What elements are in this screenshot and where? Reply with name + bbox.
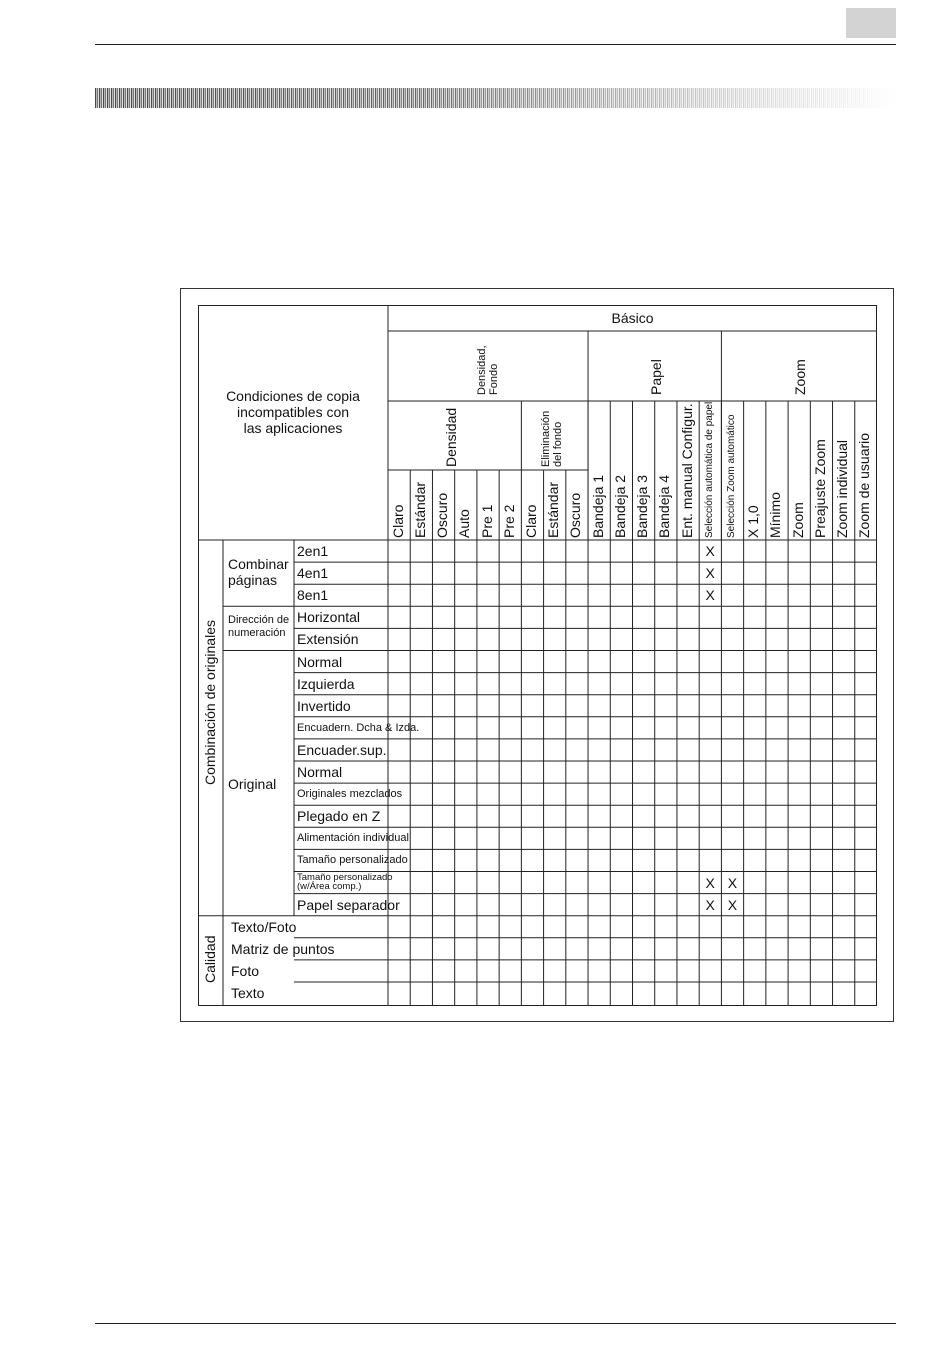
category-direccion-line: Dirección de [228,614,290,626]
subgroup-eliminacion-line: Eliminación [540,410,552,467]
row-label [297,873,393,892]
row-label: Foto [231,962,260,979]
column-header: Zoom de usuario [856,432,873,538]
column-header: Auto [456,509,473,538]
corner-title [198,388,388,436]
column-header: Bandeja 2 [611,474,628,538]
row-label: Originales mezclados [297,788,403,801]
column-header: Bandeja 3 [634,474,651,538]
group-densidad-fondo-line: Fondo [488,363,501,395]
incompatibility-mark: X [705,565,715,582]
column-header: Claro [389,504,406,538]
incompatibility-mark: X [727,874,738,891]
category-combinar-line: páginas [228,572,278,589]
corner-title-line: Condiciones de copia [226,388,360,404]
incompatibility-mark: X [705,543,715,559]
row-label: Extensión [297,631,359,648]
incompatibility-mark: X [705,896,715,913]
category-direccion-numeracion [228,614,289,639]
column-header: Oscuro [567,492,584,538]
subgroup-densidad: Densidad [443,407,459,467]
column-header: Estándar [545,481,562,538]
column-header: Selección automática de papel [704,401,716,538]
column-header: Preajuste Zoom [811,439,828,538]
section-calidad: Calidad [202,935,218,983]
row-label: 8en1 [297,587,329,604]
column-header: Zoom individual [834,439,851,538]
column-header: Selección Zoom automático [726,414,738,538]
incompatibility-mark: X [705,874,715,891]
row-label: Papel separador [297,896,400,913]
row-label: Texto/Foto [231,918,297,935]
page-footer-rule [95,1323,896,1324]
row-label: Encuadern. Dcha & Izda. [297,721,420,734]
column-header: Claro [522,504,539,538]
column-header: Pre 1 [478,504,495,538]
column-header: Zoom [789,502,806,538]
group-densidad-fondo [476,345,500,395]
group-papel: Papel [648,359,664,395]
incompatibility-mark: X [705,587,715,604]
row-label-line: Tamaño personalizado [297,871,393,883]
row-label: Normal [297,653,343,670]
corner-title-line: las aplicaciones [243,420,343,437]
group-zoom: Zoom [792,359,808,395]
column-header: X 1,0 [745,505,762,538]
group-densidad-fondo-line: Densidad, [476,345,488,395]
group-basico: Básico [611,310,654,326]
category-direccion-line: numeración [228,626,286,639]
row-label: 2en1 [297,543,329,559]
row-label: Encuader.sup. [297,741,387,758]
section-combinacion-originales: Combinación de originales [202,620,218,785]
column-header: Ent. manual Configur. [678,403,695,538]
row-label: Alimentación individual [297,832,409,845]
column-header: Bandeja 4 [656,474,673,538]
row-label: Izquierda [297,675,355,692]
category-combinar-paginas [228,556,289,588]
column-header: Mínimo [767,492,784,538]
subgroup-eliminacion-fondo [540,411,564,467]
row-label: Invertido [297,697,351,714]
column-header: Bandeja 1 [589,474,606,538]
row-label: Horizontal [297,609,361,626]
column-header: Estándar [411,481,428,538]
page-header-rule [95,44,896,45]
incompatibility-table [198,305,877,1006]
corner-title-line: incompatibles con [236,404,350,421]
column-header: Pre 2 [500,504,517,538]
row-label: 4en1 [297,565,329,582]
subgroup-eliminacion-line: del fondo [552,421,565,467]
row-label: Texto [231,985,265,1001]
row-label: Matriz de puntos [231,940,335,957]
column-header: Oscuro [434,492,451,538]
category-original: Original [228,776,277,792]
chapter-tab-box [846,8,896,38]
section-pattern-bar [95,88,896,108]
row-label-line: (w/Área comp.) [297,881,362,892]
row-label: Normal [297,764,343,780]
row-label: Plegado en Z [297,808,381,825]
category-combinar-line: Combinar [228,556,289,572]
incompatibility-mark: X [727,896,738,913]
row-label: Tamaño personalizado [297,854,408,867]
